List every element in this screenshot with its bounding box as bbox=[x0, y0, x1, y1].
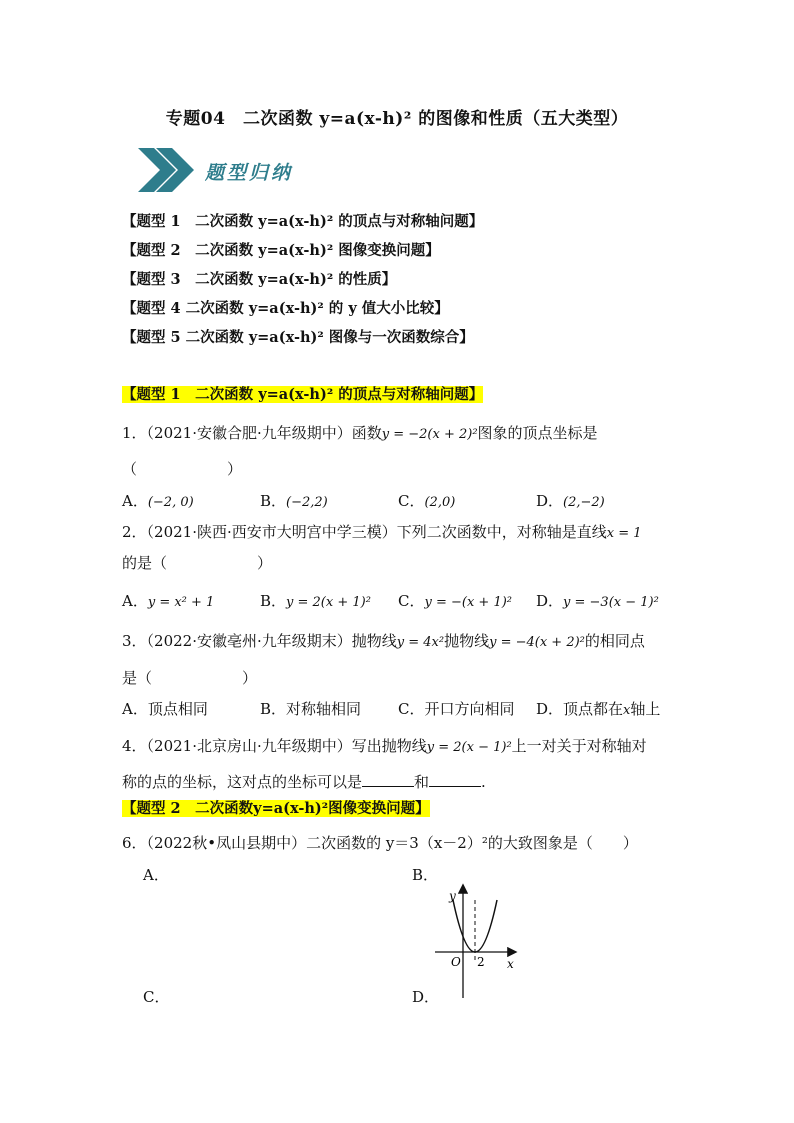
q6-option-b-graph bbox=[425, 880, 525, 1000]
q2-option-a: A．y = x² + 1 bbox=[122, 592, 215, 610]
q1-option-a: A．(−2, 0) bbox=[122, 492, 194, 510]
toc-item-4: 【题型 4 二次函数 y=a(x-h)² 的 y 值大小比较】 bbox=[122, 300, 449, 317]
section-heading-1: 【题型 1 二次函数 y=a(x-h)² 的顶点与对称轴问题】 bbox=[122, 386, 484, 403]
q6-option-b: B． bbox=[412, 866, 439, 884]
question-2-answer-bracket: 的是（ ） bbox=[122, 554, 273, 572]
page-title: 专题04 二次函数 y=a(x-h)² 的图像和性质（五大类型） bbox=[165, 109, 629, 129]
y-axis-label: y bbox=[449, 889, 456, 903]
banner-label: 题型归纳 bbox=[205, 162, 294, 184]
q3-option-d: D．顶点都在x轴上 bbox=[536, 700, 661, 718]
q1-option-c: C．(2,0) bbox=[398, 492, 456, 510]
question-1-answer-bracket: （ ） bbox=[122, 460, 243, 478]
chevron-double-right-icon bbox=[136, 146, 196, 194]
q3-option-a: A．顶点相同 bbox=[122, 700, 208, 718]
q2-option-b: B．y = 2(x + 1)² bbox=[260, 592, 371, 610]
toc-item-1: 【题型 1 二次函数 y=a(x-h)² 的顶点与对称轴问题】 bbox=[122, 213, 484, 230]
toc-item-5: 【题型 5 二次函数 y=a(x-h)² 图像与一次函数综合】 bbox=[122, 329, 474, 346]
question-6: 6．（2022秋•凤山县期中）二次函数的 y＝3（x－2）²的大致图象是（ ） bbox=[122, 834, 638, 852]
q6-option-c: C． bbox=[143, 988, 170, 1006]
q1-option-b: B．(−2,2) bbox=[260, 492, 328, 510]
origin-label: O bbox=[451, 955, 461, 969]
q2-option-d: D．y = −3(x − 1)² bbox=[536, 592, 659, 610]
answer-blank-2[interactable] bbox=[429, 772, 481, 787]
q3-option-b: B．对称轴相同 bbox=[260, 700, 362, 718]
question-3-answer-bracket: 是（ ） bbox=[122, 669, 258, 687]
tick-label-2: 2 bbox=[477, 955, 485, 969]
q3-option-c: C．开口方向相同 bbox=[398, 700, 515, 718]
question-4-line-2: 称的点的坐标，这对点的坐标可以是 和 . bbox=[122, 773, 486, 791]
question-2: 2．（2021·陕西·西安市大明宫中学三模）下列二次函数中，对称轴是直线x = 1 bbox=[122, 523, 642, 541]
q6-option-a: A． bbox=[143, 866, 169, 884]
q2-option-c: C．y = −(x + 1)² bbox=[398, 592, 512, 610]
toc-item-3: 【题型 3 二次函数 y=a(x-h)² 的性质】 bbox=[122, 271, 397, 288]
question-4: 4．（2021·北京房山·九年级期中）写出抛物线y = 2(x − 1)²上一对关于对称轴对 bbox=[122, 737, 647, 755]
question-3: 3．（2022·安徽亳州·九年级期末）抛物线y = 4x²抛物线y = −4(x + 2)²的相同点 bbox=[122, 632, 645, 650]
x-axis-label: x bbox=[507, 957, 514, 971]
q6-option-d: D． bbox=[412, 988, 440, 1006]
question-1: 1．（2021·安徽合肥·九年级期中）函数y = −2(x + 2)²图象的顶点坐标是 bbox=[122, 424, 598, 442]
q1-option-d: D．(2,−2) bbox=[536, 492, 605, 510]
answer-blank-1[interactable] bbox=[362, 772, 414, 787]
toc-item-2: 【题型 2 二次函数 y=a(x-h)² 图像变换问题】 bbox=[122, 242, 440, 259]
section-heading-2: 【题型 2 二次函数y=a(x-h)²图像变换问题】 bbox=[122, 800, 430, 817]
